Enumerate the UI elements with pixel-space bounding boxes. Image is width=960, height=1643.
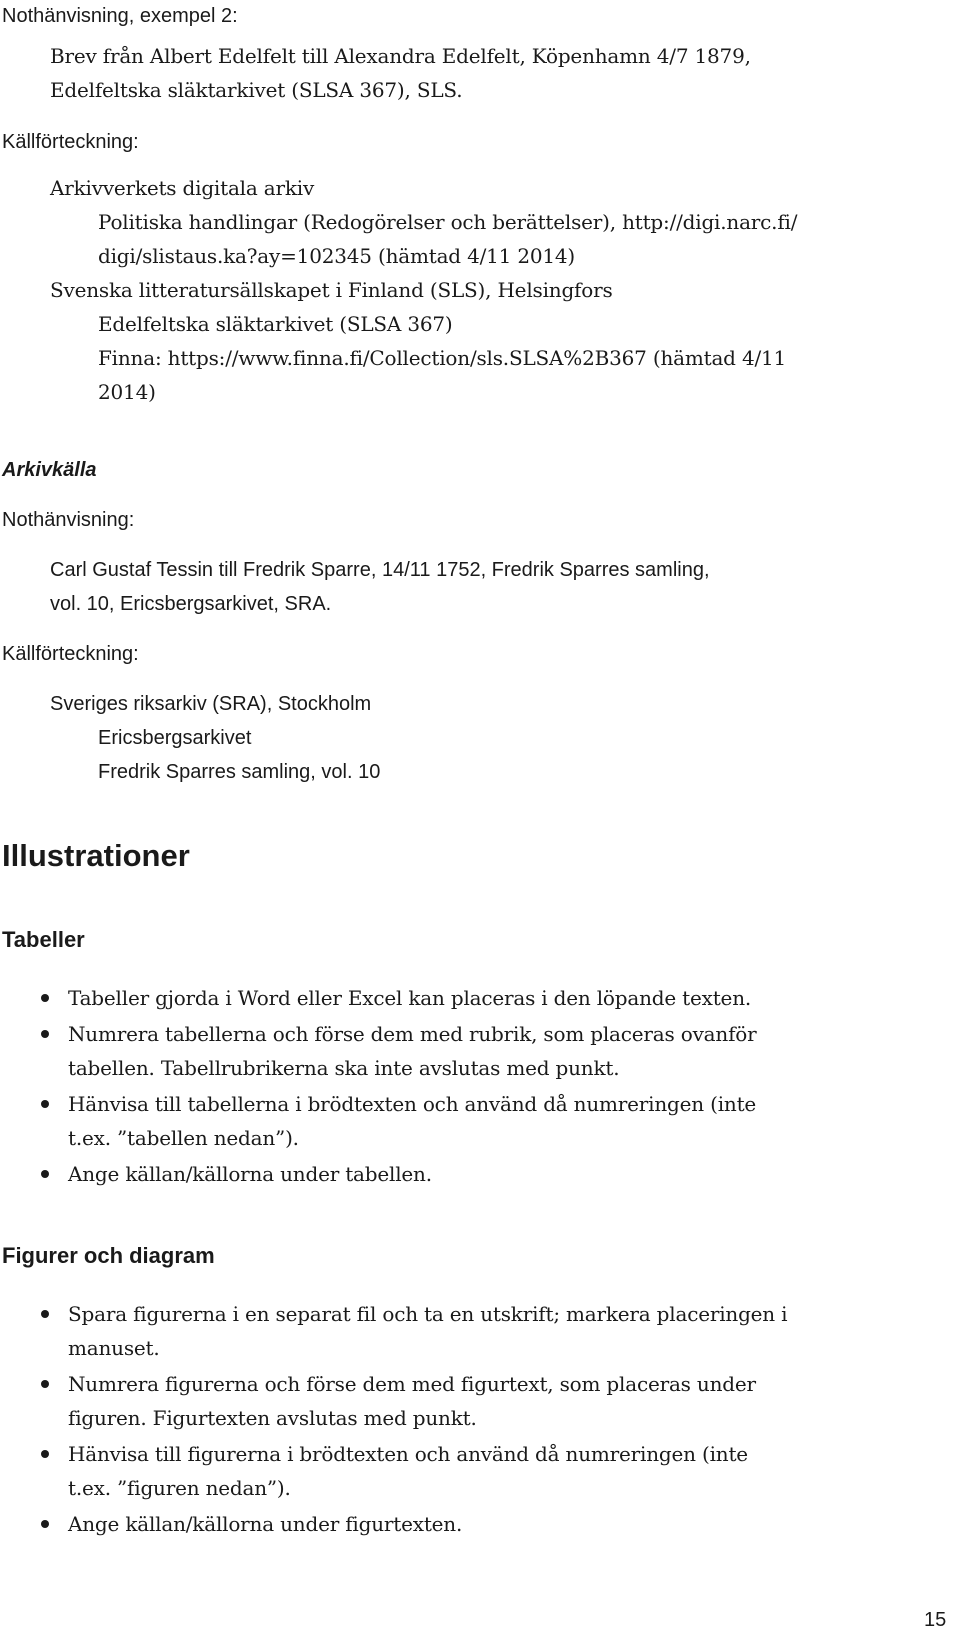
bullet-icon — [41, 1520, 49, 1528]
source-line: Finna: https://www.finna.fi/Collection/sls.SLSA%2B367 (hämtad 4/11 — [98, 346, 787, 370]
bullet-icon — [41, 1100, 49, 1108]
list-item: Numrera tabellerna och förse dem med rubrik, som placeras ovanför — [68, 1022, 757, 1046]
source-line: Fredrik Sparres samling, vol. 10 — [98, 761, 381, 783]
example2-label: Nothänvisning, exempel 2: — [2, 5, 238, 27]
note-line: vol. 10, Ericsbergsarkivet, SRA. — [50, 593, 332, 615]
source-line: Politiska handlingar (Redogörelser och berättelser), http://digi.narc.fi/ — [98, 210, 798, 234]
bullet-icon — [41, 1450, 49, 1458]
bullet-icon — [41, 1170, 49, 1178]
page-number: 15 — [924, 1609, 947, 1631]
source-line: digi/slistaus.ka?ay=102345 (hämtad 4/11 2014) — [98, 244, 576, 268]
source-archive: Arkivverkets digitala arkiv — [50, 176, 315, 200]
source-archive: Svenska litteratursällskapet i Finland (SLS), Helsingfors — [50, 278, 613, 302]
list-item: Numrera figurerna och förse dem med figurtext, som placeras under — [68, 1372, 756, 1396]
list-item: Ange källan/källorna under figurtexten. — [68, 1512, 463, 1536]
list-item: Spara figurerna i en separat fil och ta en utskrift; markera placeringen i — [68, 1302, 788, 1326]
bullet-icon — [41, 994, 49, 1002]
sources-label: Källförteckning: — [2, 131, 139, 153]
list-item-continued: t.ex. ”tabellen nedan”). — [68, 1126, 299, 1150]
subsection-heading-figurer: Figurer och diagram — [2, 1243, 215, 1268]
section-heading-arkivkalla: Arkivkälla — [2, 459, 97, 481]
bullet-icon — [41, 1310, 49, 1318]
list-item-continued: t.ex. ”figuren nedan”). — [68, 1476, 291, 1500]
note-line: Carl Gustaf Tessin till Fredrik Sparre, 14/11 1752, Fredrik Sparres samling, — [50, 559, 710, 581]
list-item: Hänvisa till tabellerna i brödtexten och använd då numreringen (inte — [68, 1092, 757, 1116]
list-item: Ange källan/källorna under tabellen. — [68, 1162, 432, 1186]
list-item-continued: tabellen. Tabellrubrikerna ska inte avslutas med punkt. — [68, 1056, 620, 1080]
list-item: Hänvisa till figurerna i brödtexten och använd då numreringen (inte — [68, 1442, 748, 1466]
note-line: Brev från Albert Edelfelt till Alexandra Edelfelt, Köpenhamn 4/7 1879, — [50, 44, 751, 68]
bullet-icon — [41, 1030, 49, 1038]
source-line: Edelfeltska släktarkivet (SLSA 367) — [98, 312, 453, 336]
source-line: Ericsbergsarkivet — [98, 727, 252, 749]
sources-label: Källförteckning: — [2, 643, 139, 665]
bullet-icon — [41, 1380, 49, 1388]
list-item-continued: manuset. — [68, 1336, 160, 1360]
source-archive: Sveriges riksarkiv (SRA), Stockholm — [50, 693, 372, 715]
section-heading-illustrationer: Illustrationer — [2, 838, 190, 873]
subsection-heading-tabeller: Tabeller — [2, 927, 85, 952]
note-line: Edelfeltska släktarkivet (SLSA 367), SLS. — [50, 78, 463, 102]
note-label: Nothänvisning: — [2, 509, 135, 531]
list-item-continued: figuren. Figurtexten avslutas med punkt. — [68, 1406, 477, 1430]
source-line: 2014) — [98, 380, 156, 404]
list-item: Tabeller gjorda i Word eller Excel kan placeras i den löpande texten. — [68, 986, 752, 1010]
